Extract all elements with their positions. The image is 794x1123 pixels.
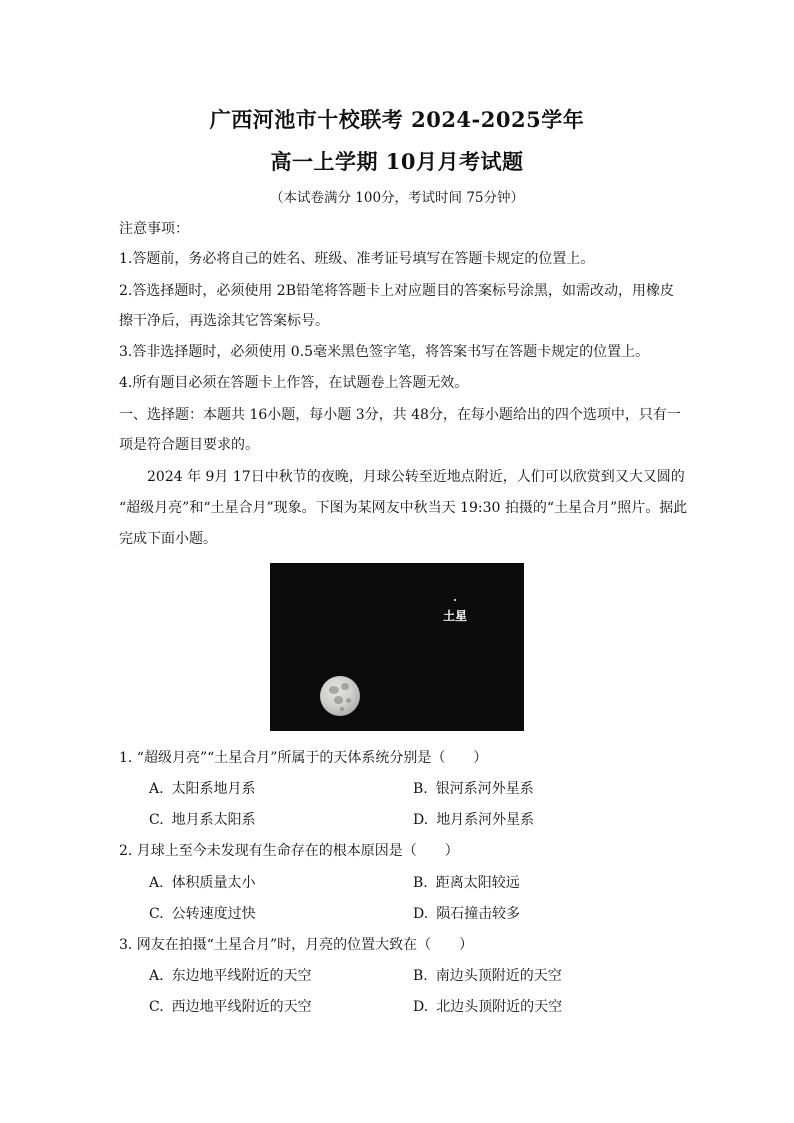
option-text: 北边头顶附近的天空 — [436, 999, 563, 1015]
question-2-stem: 2. 月球上至今未发现有生命存在的根本原因是（ ） — [119, 843, 459, 859]
section-instructions-line1: 一、选择题：本题共 16小题，每小题 3分，共 48分，在每小题给出的四个选项中，只有一 — [119, 407, 681, 423]
option-letter: B. — [413, 781, 428, 797]
question-1-option-b — [413, 779, 534, 799]
notes-heading: 注意事项： — [119, 221, 189, 237]
question-2-option-a — [149, 873, 256, 893]
option-letter: D. — [413, 999, 429, 1015]
passage-line3: 完成下面小题。 — [119, 531, 217, 547]
note-item-2-cont: 擦干净后，再选涂其它答案标号。 — [119, 313, 329, 329]
note-item-2: 2.答选择题时，必须使用 2B铅笔将答题卡上对应题目的答案标号涂黑，如需改动，用橡皮 — [119, 283, 675, 299]
question-2-option-c — [149, 904, 256, 924]
saturn-label: 土星 — [443, 609, 468, 623]
note-item-1: 1.答题前，务必将自己的姓名、班级、准考证号填写在答题卡规定的位置上。 — [119, 251, 595, 267]
option-letter: A. — [149, 968, 164, 984]
question-3-stem: 3. 网友在拍摄“土星合月”时，月亮的位置大致在（ ） — [119, 937, 474, 953]
option-text: 体积质量太小 — [171, 875, 256, 891]
question-2-option-d — [413, 904, 520, 924]
option-text: 公转速度过快 — [171, 906, 256, 922]
option-letter: A. — [149, 781, 164, 797]
option-letter: D. — [413, 906, 429, 922]
option-text: 地月系河外星系 — [436, 812, 535, 828]
option-text: 南边头顶附近的天空 — [435, 968, 562, 984]
option-letter: C. — [149, 999, 164, 1015]
question-1-option-d — [413, 810, 534, 830]
question-3-option-b — [413, 966, 562, 986]
option-text: 太阳系地月系 — [171, 781, 256, 797]
question-3-option-a — [149, 966, 312, 986]
moon-image — [320, 676, 360, 716]
passage-line1: 2024 年 9月 17日中秋节的夜晚，月球公转至近地点附近，人们可以欣赏到又大又圆的 — [147, 469, 685, 485]
option-letter: B. — [413, 968, 428, 984]
question-1-option-a — [149, 779, 256, 799]
option-text: 银河系河外星系 — [435, 781, 534, 797]
section-instructions-line2: 项是符合题目要求的。 — [119, 437, 259, 453]
saturn-point — [454, 599, 456, 601]
note-item-3: 3.答非选择题时，必须使用 0.5毫米黑色签字笔，将答案书写在答题卡规定的位置上。 — [119, 344, 650, 360]
option-text: 东边地平线附近的天空 — [171, 968, 312, 984]
question-2-option-b — [413, 873, 520, 893]
option-text: 西边地平线附近的天空 — [171, 999, 312, 1015]
option-letter: C. — [149, 812, 164, 828]
option-text: 距离太阳较远 — [435, 875, 520, 891]
option-text: 陨石撞击较多 — [436, 906, 521, 922]
passage-line2: “超级月亮”和“土星合月”现象。下图为某网友中秋当天 19:30 拍摄的“土星合月”照片。据此 — [119, 500, 688, 516]
option-letter: B. — [413, 875, 428, 891]
option-letter: A. — [149, 875, 164, 891]
saturn-moon-conjunction-photo — [270, 563, 524, 731]
option-text: 地月系太阳系 — [171, 812, 256, 828]
exam-title-line2: 高一上学期 10月月考试题 — [270, 149, 524, 174]
option-letter: D. — [413, 812, 429, 828]
question-3-option-d — [413, 997, 562, 1017]
question-1-option-c — [149, 810, 256, 830]
note-item-4: 4.所有题目必须在答题卡上作答，在试题卷上答题无效。 — [119, 375, 469, 391]
option-letter: C. — [149, 906, 164, 922]
question-3-option-c — [149, 997, 312, 1017]
exam-title-line1: 广西河池市十校联考 2024-2025学年 — [209, 107, 585, 132]
question-1-stem: 1. “超级月亮”“土星合月”所属于的天体系统分别是（ ） — [119, 750, 488, 766]
exam-subtitle: （本试卷满分 100分，考试时间 75分钟） — [269, 190, 525, 206]
